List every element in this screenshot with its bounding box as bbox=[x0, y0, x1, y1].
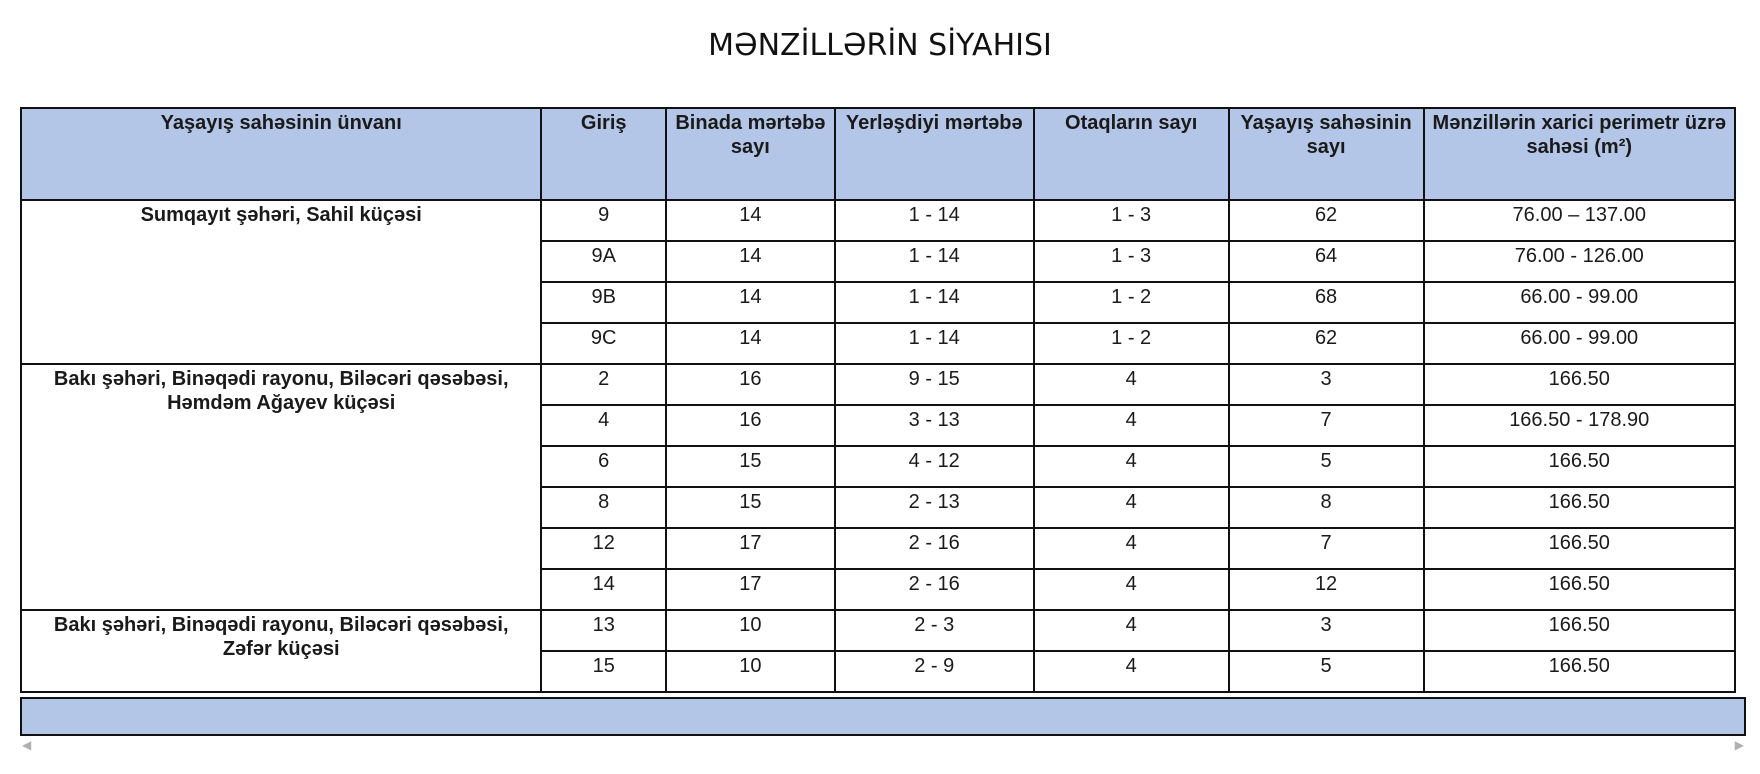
entrance-cell: 9 bbox=[541, 200, 666, 241]
area-cell: 76.00 - 126.00 bbox=[1424, 241, 1735, 282]
floor-location-cell: 9 - 15 bbox=[835, 364, 1034, 405]
building-floors-cell: 10 bbox=[666, 610, 835, 651]
room-count-cell: 1 - 2 bbox=[1034, 323, 1229, 364]
floor-location-cell: 2 - 16 bbox=[835, 528, 1034, 569]
building-floors-cell: 15 bbox=[666, 446, 835, 487]
building-floors-cell: 14 bbox=[666, 200, 835, 241]
entrance-cell: 8 bbox=[541, 487, 666, 528]
living-space-count-cell: 5 bbox=[1229, 651, 1424, 692]
room-count-cell: 4 bbox=[1034, 364, 1229, 405]
entrance-cell: 9A bbox=[541, 241, 666, 282]
room-count-cell: 1 - 3 bbox=[1034, 241, 1229, 282]
building-floors-cell: 17 bbox=[666, 569, 835, 610]
living-space-count-cell: 8 bbox=[1229, 487, 1424, 528]
area-cell: 166.50 - 178.90 bbox=[1424, 405, 1735, 446]
table-row bbox=[21, 200, 1735, 241]
entrance-cell: 9C bbox=[541, 323, 666, 364]
floor-location-cell: 1 - 14 bbox=[835, 323, 1034, 364]
floor-location-cell: 3 - 13 bbox=[835, 405, 1034, 446]
living-space-count-cell: 7 bbox=[1229, 405, 1424, 446]
entrance-cell: 9B bbox=[541, 282, 666, 323]
building-floors-cell: 15 bbox=[666, 487, 835, 528]
living-space-count-cell: 3 bbox=[1229, 364, 1424, 405]
room-count-cell: 4 bbox=[1034, 487, 1229, 528]
area-cell: 166.50 bbox=[1424, 528, 1735, 569]
floor-location-cell: 1 - 14 bbox=[835, 200, 1034, 241]
entrance-cell: 2 bbox=[541, 364, 666, 405]
building-floors-cell: 14 bbox=[666, 323, 835, 364]
room-count-cell: 1 - 3 bbox=[1034, 200, 1229, 241]
living-space-count-cell: 62 bbox=[1229, 200, 1424, 241]
address-cell: Bakı şəhəri, Binəqədi rayonu, Biləcəri qəsəbəsi, Zəfər küçəsi bbox=[21, 610, 541, 692]
header-floor-location: Yerləşdiyi mərtəbə bbox=[835, 108, 1034, 200]
living-space-count-cell: 12 bbox=[1229, 569, 1424, 610]
area-cell: 66.00 - 99.00 bbox=[1424, 282, 1735, 323]
address-cell: Sumqayıt şəhəri, Sahil küçəsi bbox=[21, 200, 541, 364]
table-header-row bbox=[21, 108, 1735, 200]
room-count-cell: 4 bbox=[1034, 569, 1229, 610]
apartments-table bbox=[20, 107, 1736, 693]
header-entrance: Giriş bbox=[541, 108, 666, 200]
address-cell: Bakı şəhəri, Binəqədi rayonu, Biləcəri qəsəbəsi, Həmdəm Ağayev küçəsi bbox=[21, 364, 541, 610]
building-floors-cell: 14 bbox=[666, 282, 835, 323]
header-outer-perimeter-area: Mənzillərin xarici perimetr üzrə sahəsi (m²) bbox=[1424, 108, 1735, 200]
page-title: MƏNZİLLƏRİN SİYAHISI bbox=[708, 28, 1052, 63]
floor-location-cell: 2 - 16 bbox=[835, 569, 1034, 610]
building-floors-cell: 14 bbox=[666, 241, 835, 282]
room-count-cell: 4 bbox=[1034, 651, 1229, 692]
header-address: Yaşayış sahəsinin ünvanı bbox=[21, 108, 541, 200]
scroll-right-arrow-icon[interactable]: ▶ bbox=[1734, 738, 1744, 752]
room-count-cell: 4 bbox=[1034, 528, 1229, 569]
header-living-space-count: Yaşayış sahəsinin sayı bbox=[1229, 108, 1424, 200]
area-cell: 166.50 bbox=[1424, 610, 1735, 651]
entrance-cell: 4 bbox=[541, 405, 666, 446]
living-space-count-cell: 7 bbox=[1229, 528, 1424, 569]
room-count-cell: 4 bbox=[1034, 405, 1229, 446]
room-count-cell: 4 bbox=[1034, 610, 1229, 651]
horizontal-scrollbar[interactable] bbox=[20, 738, 1746, 752]
area-cell: 166.50 bbox=[1424, 364, 1735, 405]
room-count-cell: 1 - 2 bbox=[1034, 282, 1229, 323]
building-floors-cell: 16 bbox=[666, 364, 835, 405]
area-cell: 166.50 bbox=[1424, 446, 1735, 487]
floor-location-cell: 1 - 14 bbox=[835, 241, 1034, 282]
area-cell: 66.00 - 99.00 bbox=[1424, 323, 1735, 364]
entrance-cell: 14 bbox=[541, 569, 666, 610]
apartments-table-container bbox=[20, 107, 1736, 693]
area-cell: 166.50 bbox=[1424, 487, 1735, 528]
living-space-count-cell: 64 bbox=[1229, 241, 1424, 282]
building-floors-cell: 16 bbox=[666, 405, 835, 446]
entrance-cell: 12 bbox=[541, 528, 666, 569]
room-count-cell: 4 bbox=[1034, 446, 1229, 487]
header-building-floors: Binada mərtəbə sayı bbox=[666, 108, 835, 200]
floor-location-cell: 1 - 14 bbox=[835, 282, 1034, 323]
floor-location-cell: 4 - 12 bbox=[835, 446, 1034, 487]
entrance-cell: 13 bbox=[541, 610, 666, 651]
area-cell: 76.00 – 137.00 bbox=[1424, 200, 1735, 241]
table-body bbox=[21, 200, 1735, 692]
living-space-count-cell: 3 bbox=[1229, 610, 1424, 651]
living-space-count-cell: 5 bbox=[1229, 446, 1424, 487]
area-cell: 166.50 bbox=[1424, 651, 1735, 692]
table-row bbox=[21, 610, 1735, 651]
building-floors-cell: 17 bbox=[666, 528, 835, 569]
building-floors-cell: 10 bbox=[666, 651, 835, 692]
floor-location-cell: 2 - 13 bbox=[835, 487, 1034, 528]
entrance-cell: 6 bbox=[541, 446, 666, 487]
floor-location-cell: 2 - 9 bbox=[835, 651, 1034, 692]
table-footer-bar bbox=[20, 697, 1746, 736]
header-room-count: Otaqların sayı bbox=[1034, 108, 1229, 200]
entrance-cell: 15 bbox=[541, 651, 666, 692]
living-space-count-cell: 68 bbox=[1229, 282, 1424, 323]
area-cell: 166.50 bbox=[1424, 569, 1735, 610]
scroll-left-arrow-icon[interactable]: ◀ bbox=[22, 738, 32, 752]
table-row bbox=[21, 364, 1735, 405]
living-space-count-cell: 62 bbox=[1229, 323, 1424, 364]
floor-location-cell: 2 - 3 bbox=[835, 610, 1034, 651]
